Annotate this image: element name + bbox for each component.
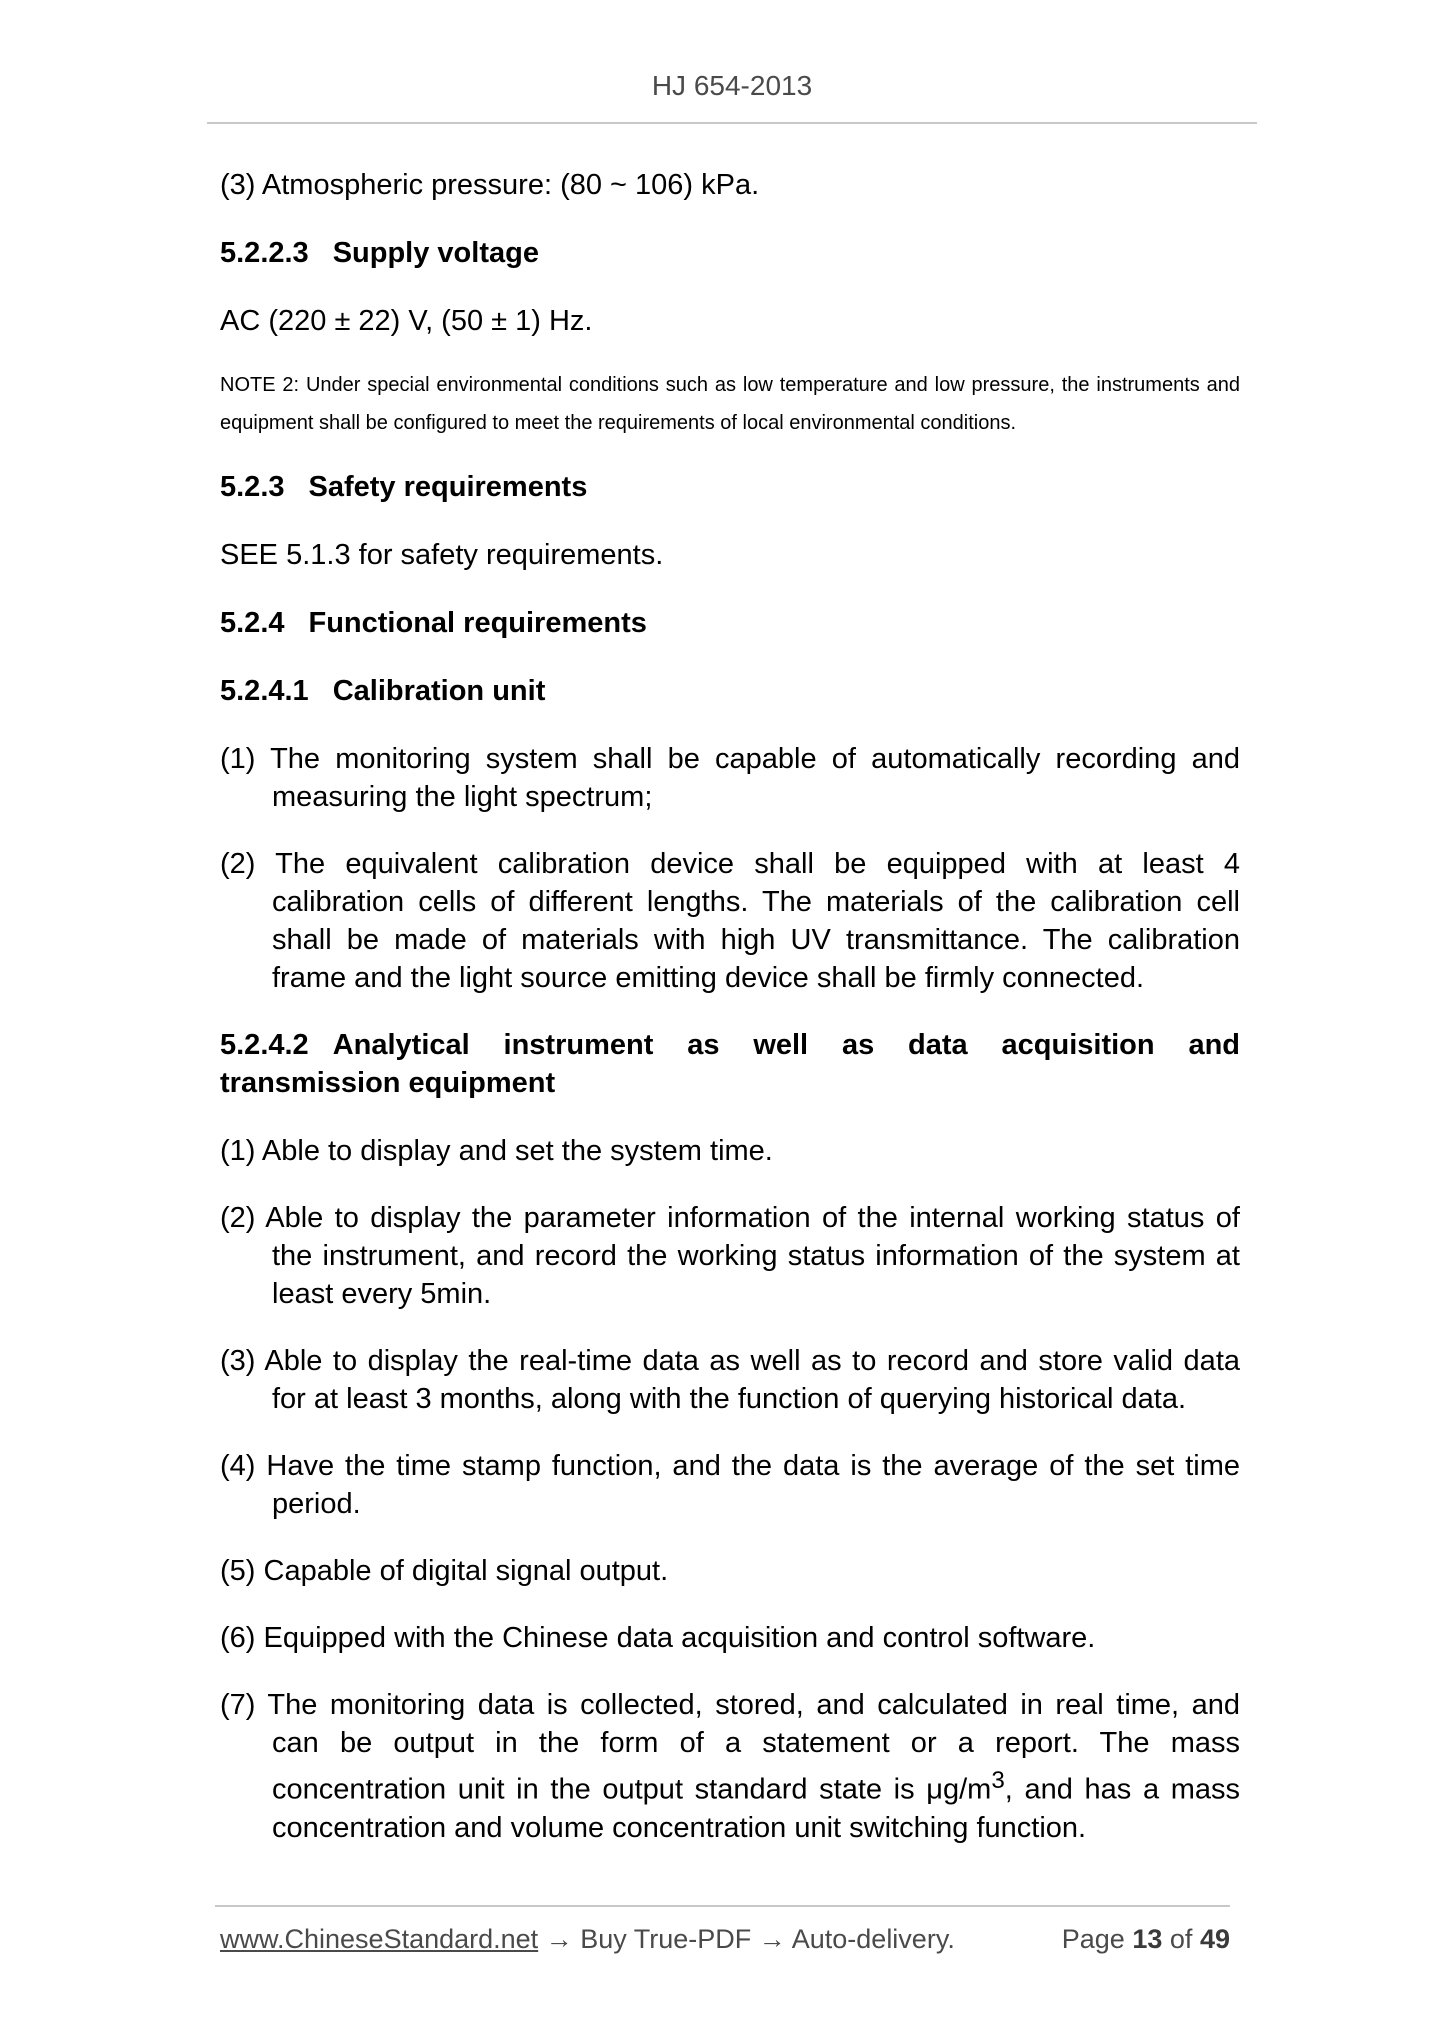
analytical-item-6: (6) Equipped with the Chinese data acquisition and control software.	[220, 1622, 1096, 1654]
superscript-3: 3	[991, 1767, 1005, 1794]
heading-number: 5.2.4.1	[220, 675, 309, 707]
item-7-text-end: , and has a mass concentration and volume concentration unit switching function.	[272, 1773, 1241, 1844]
heading-title: Analytical instrument as well as data acquisition and transmission equipment	[220, 1029, 1240, 1099]
heading-number: 5.2.4.2	[220, 1029, 309, 1061]
of-label: of	[1169, 1924, 1193, 1954]
page-indicator	[1062, 1924, 1230, 1955]
heading-5-2-4-1	[220, 672, 1240, 710]
heading-title: Calibration unit	[332, 675, 546, 707]
analytical-item-4: (4) Have the time stamp function, and the data is the average of the set time period.	[220, 1450, 1240, 1520]
heading-5-2-3	[220, 468, 1240, 506]
current-page-number: 13	[1132, 1924, 1163, 1954]
supply-voltage-line: AC (220 ± 22) V, (50 ± 1) Hz.	[220, 305, 593, 337]
analytical-item-1: (1) Able to display and set the system time.	[220, 1135, 773, 1167]
chinesestandard-link[interactable]: www.ChineseStandard.net	[220, 1924, 539, 1954]
heading-number: 5.2.2.3	[220, 237, 309, 269]
note-2: NOTE 2: Under special environmental conditions such as low temperature and low pressure, the instruments and equipment shall be configured to meet the requirements of local environmental conditions.	[220, 374, 1240, 434]
heading-5-2-4	[220, 604, 1240, 642]
analytical-item-7	[220, 1686, 1240, 1847]
heading-number: 5.2.3	[220, 471, 285, 503]
atmospheric-pressure-line: (3) Atmospheric pressure: (80 ~ 106) kPa.	[220, 169, 760, 201]
analytical-item-3: (3) Able to display the real-time data as well as to record and store valid data for at least 3 months, along with the function of querying historical data.	[220, 1345, 1240, 1415]
heading-5-2-2-3	[220, 234, 1240, 272]
analytical-item-2: (2) Able to display the parameter information of the internal working status of the instrument, and record the working status information of the system at least every 5min.	[220, 1202, 1240, 1310]
page-body	[220, 166, 1240, 1876]
document-id-header: HJ 654-2013	[651, 70, 813, 101]
calibration-item-2: (2) The equivalent calibration device shall be equipped with at least 4 calibration cells of different lengths. The materials of the calibration cell shall be made of materials with high UV transmittance. The calibration frame and the light source emitting device shall be firmly connected.	[220, 848, 1240, 994]
total-pages-number: 49	[1199, 1924, 1230, 1954]
footer-promo-text: → Buy True-PDF → Auto-delivery.	[538, 1924, 955, 1954]
calibration-item-1: (1) The monitoring system shall be capable of automatically recording and measuring the light spectrum;	[220, 743, 1240, 813]
heading-number: 5.2.4	[220, 607, 285, 639]
heading-5-2-4-2	[220, 1026, 1240, 1102]
safety-requirements-line: SEE 5.1.3 for safety requirements.	[220, 539, 664, 571]
analytical-item-5: (5) Capable of digital signal output.	[220, 1555, 669, 1587]
page-label: Page	[1061, 1924, 1125, 1954]
heading-title: Functional requirements	[308, 607, 647, 639]
page-footer	[220, 1924, 1230, 1955]
footer-divider	[215, 1905, 1230, 1907]
heading-title: Safety requirements	[308, 471, 588, 503]
item-7-text-start: (7) The monitoring data is collected, stored, and calculated in real time, and can be output in the form of a statement or a report. The mass concentration unit in the output standard state is μg/m	[220, 1689, 1240, 1806]
heading-title: Supply voltage	[332, 237, 539, 269]
header-divider	[207, 122, 1257, 124]
